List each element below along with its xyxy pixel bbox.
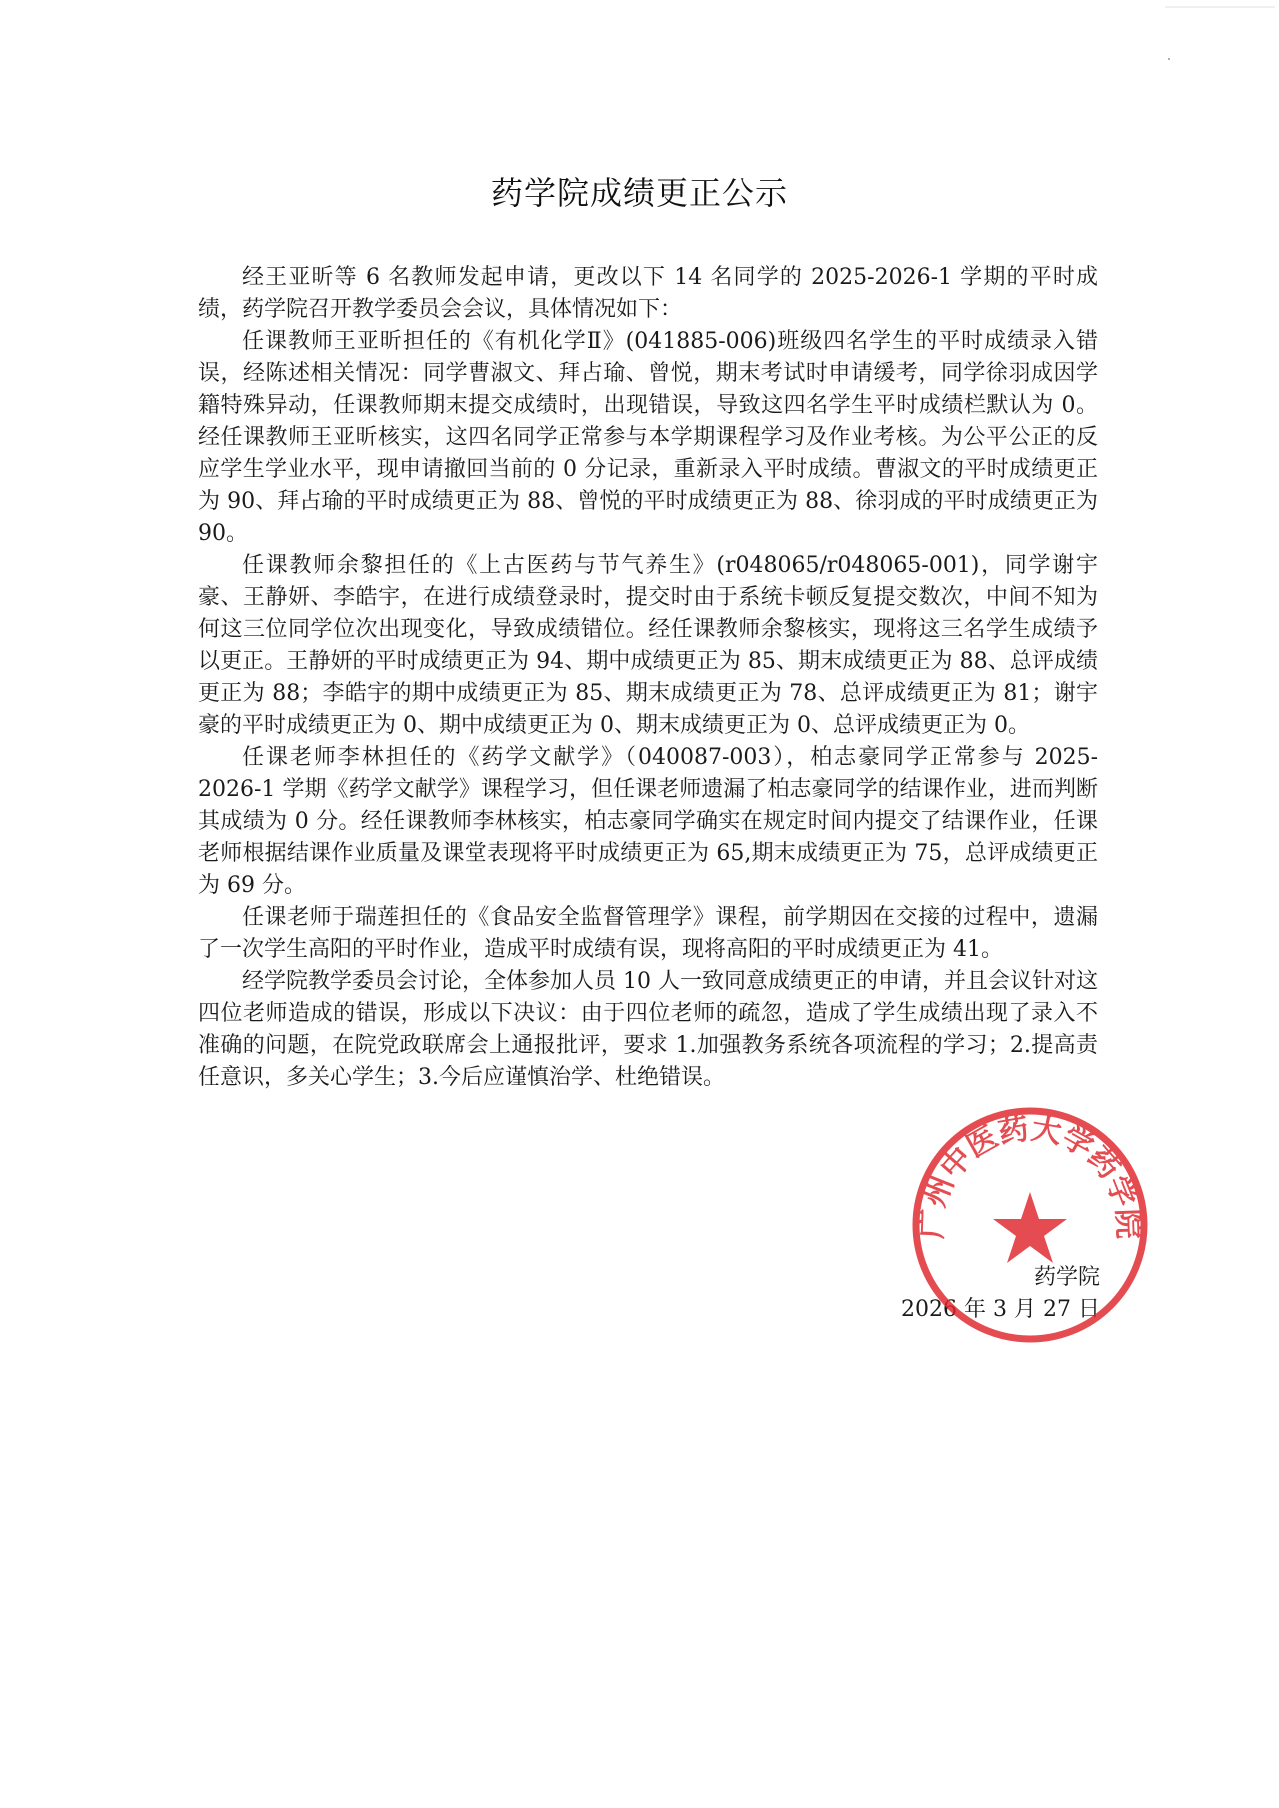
seal-star-icon [993,1192,1067,1263]
signature-org: 药学院 [1033,1265,1100,1290]
signature-date: 2026 年 3 月 27 日 [901,1297,1100,1322]
paragraph-pharmacy-literature: 任课老师李林担任的《药学文献学》（040087-003），柏志豪同学正常参与 2025-2026-1 学期《药学文献学》课程学习，但任课老师遗漏了柏志豪同学的结课作业，进而判断其成绩为 0 分。经任课教师李林核实，柏志豪同学确实在规定时间内提交了结课作业，任课老师根据结课作业质量及课堂表现将平时成绩更正为 65,期末成绩更正为 75，总评成绩更正为 69 分。 [198,745,1098,898]
paragraph-resolution: 经学院教学委员会讨论，全体参加人员 10 人一致同意成绩更正的申请，并且会议针对这四位老师造成的错误，形成以下决议：由于四位老师的疏忽，造成了学生成绩出现了录入不准确的问题，在院党政联席会上通报批评，要求 1.加强教务系统各项流程的学习；2.提高责任意识，多关心学生；3.今后应谨慎治学、杜绝错误。 [198,969,1098,1090]
paragraph-organic-chemistry: 任课教师王亚昕担任的《有机化学Ⅱ》(041885-006)班级四名学生的平时成绩录入错误，经陈述相关情况：同学曹淑文、拜占瑜、曾悦，期末考试时申请缓考，同学徐羽成因学籍特殊异动，任课教师期末提交成绩时，出现错误，导致这四名学生平时成绩栏默认为 0。经任课教师王亚昕核实，这四名同学正常参与本学期课程学习及作业考核。为公平公正的反应学生学业水平，现申请撤回当前的 0 分记录，重新录入平时成绩。曹淑文的平时成绩更正为 90、拜占瑜的平时成绩更正为 88、曾悦的平时成绩更正为 88、徐羽成的平时成绩更正为 90。 [198,329,1098,546]
official-seal-icon [905,1100,1155,1350]
scan-dust-mark [1168,58,1170,60]
paragraph-ancient-medicine: 任课教师余黎担任的《上古医药与节气养生》(r048065/r048065-001)，同学谢宇豪、王静妍、李皓宇，在进行成绩登录时，提交时由于系统卡顿反复提交数次，中间不知为何这三位同学位次出现变化，导致成绩错位。经任课教师余黎核实，现将这三名学生成绩予以更正。王静妍的平时成绩更正为 94、期中成绩更正为 85、期末成绩更正为 88、总评成绩更正为 88；李皓宇的期中成绩更正为 85、期末成绩更正为 78、总评成绩更正为 81；谢宇豪的平时成绩更正为 0、期中成绩更正为 0、期末成绩更正为 0、总评成绩更正为 0。 [198,553,1098,738]
page-title: 药学院成绩更正公示 [490,174,788,212]
paragraph-food-safety: 任课老师于瑞莲担任的《食品安全监督管理学》课程，前学期因在交接的过程中，遗漏了一次学生高阳的平时作业，造成平时成绩有误，现将高阳的平时成绩更正为 41。 [198,905,1098,962]
scan-edge-mark [1165,6,1275,8]
seal-text: 广州中医药大学药学院 [914,1111,1146,1240]
document-body [198,262,1098,1094]
paragraph-intro: 经王亚昕等 6 名教师发起申请，更改以下 14 名同学的 2025-2026-1 学期的平时成绩，药学院召开教学委员会会议，具体情况如下： [198,265,1098,322]
